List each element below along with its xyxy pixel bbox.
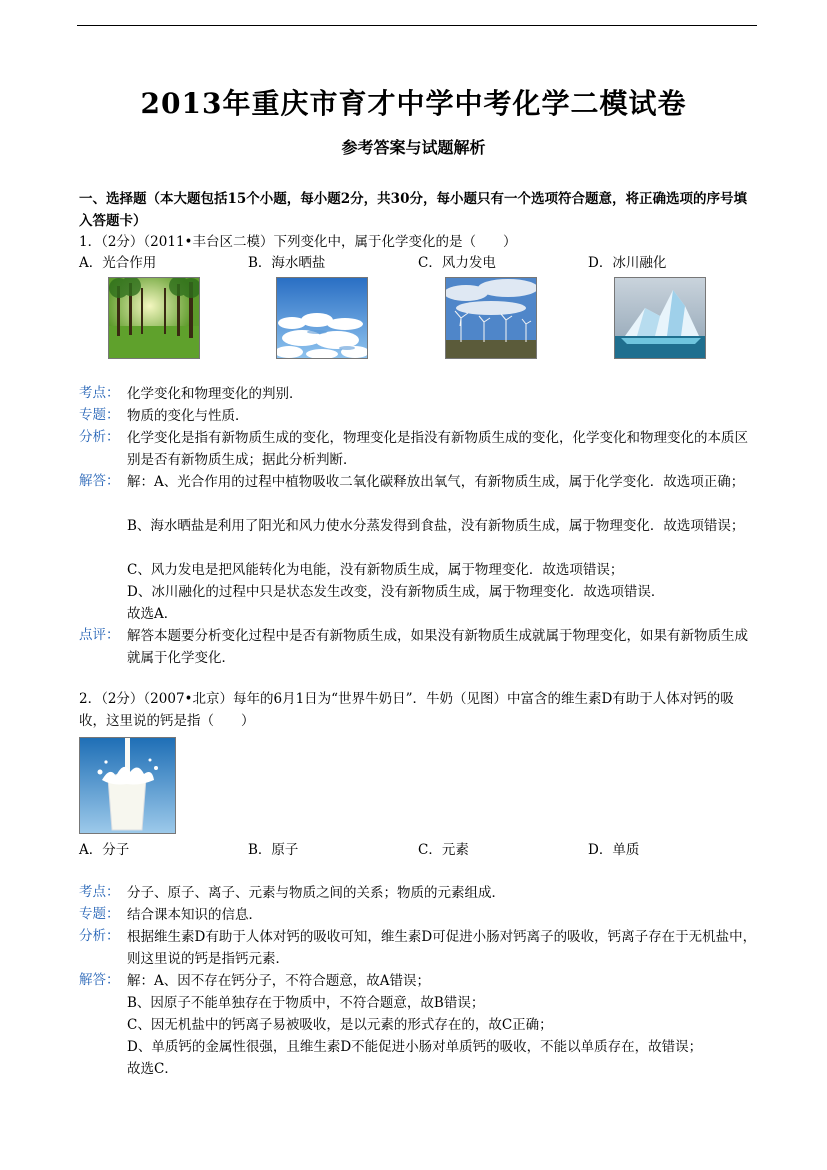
q1-dianping-label: 点评： [79, 627, 120, 643]
q2-option-a: A．分子 [79, 842, 130, 858]
q1-kaodian: 化学变化和物理变化的判别． [127, 386, 303, 402]
q2-kaodian-label: 考点： [79, 884, 120, 900]
q1-jieda-line: D、冰川融化的过程中只是状态发生改变，没有新物质生成，属于物理变化．故选项错误． [127, 584, 665, 600]
q1-option-a: A．光合作用 [79, 255, 157, 271]
q1-kaodian-label: 考点： [79, 385, 120, 401]
header-rule [77, 25, 757, 26]
wind-turbine-photo [445, 277, 537, 359]
q2-zhuanti-label: 专题： [79, 906, 120, 922]
forest-photo [108, 277, 200, 359]
q1-jieda-line: 故选A． [127, 606, 178, 622]
q1-jieda-label: 解答： [79, 473, 120, 489]
q2-fenxi: 根据维生素D有助于人体对钙的吸收可知，维生素D可促进小肠对钙离子的吸收，钙离子存在于无机盐中，则这里说的钙是指钙元素． [127, 929, 757, 967]
q2-jieda-label: 解答： [79, 972, 120, 988]
q1-option-b: B．海水晒盐 [248, 255, 326, 271]
q1-dianping: 解答本题要分析变化过程中是否有新物质生成，如果没有新物质生成就属于物理变化，如果有新物质生成就属于化学变化． [127, 628, 748, 666]
q2-kaodian: 分子、原子、离子、元素与物质之间的关系；物质的元素组成． [127, 885, 505, 901]
q2-stem: 2．（2分）（2007•北京）每年的6月1日为“世界牛奶日”．牛奶（见图）中富含的维生素D有助于人体对钙的吸收，这里说的钙是指（ ） [79, 691, 734, 729]
q1-option-d: D．冰川融化 [588, 255, 667, 271]
q1-zhuanti-label: 专题： [79, 407, 120, 423]
milk-photo [79, 737, 176, 834]
q1-fenxi: 化学变化是指有新物质生成的变化，物理变化是指没有新物质生成的变化，化学变化和物理变化的本质区别是否有新物质生成；据此分析判断． [127, 430, 748, 468]
q1-zhuanti: 物质的变化与性质． [127, 408, 249, 424]
section-heading: 一、选择题（本大题包括15个小题，每小题2分，共30分，每小题只有一个选项符合题意，将正确选项的序号填入答题卡） [79, 191, 747, 229]
q2-jieda-line: C、因无机盐中的钙离子易被吸收，是以元素的形式存在的，故C正确； [127, 1017, 553, 1033]
glacier-photo [614, 277, 706, 359]
q2-zhuanti: 结合课本知识的信息． [127, 907, 262, 923]
q1-jieda-line: C、风力发电是把风能转化为电能，没有新物质生成，属于物理变化．故选项错误； [127, 562, 624, 578]
q1-option-c: C．风力发电 [418, 255, 496, 271]
q2-jieda-line: D、单质钙的金属性很强，且维生素D不能促进小肠对单质钙的吸收，不能以单质存在，故错误； [127, 1039, 703, 1055]
page-subtitle: 参考答案与试题解析 [341, 138, 486, 157]
q2-jieda-line: 故选C． [127, 1061, 178, 1077]
q2-option-d: D．单质 [588, 842, 640, 858]
q1-jieda-line: B、海水晒盐是利用了阳光和风力使水分蒸发得到食盐，没有新物质生成，属于物理变化．故选项错误； [127, 518, 745, 534]
page-title: 2013年重庆市育才中学中考化学二模试卷 [140, 87, 687, 120]
q1-jieda-line: 解：A、光合作用的过程中植物吸收二氧化碳释放出氧气，有新物质生成，属于化学变化．故选项正确； [127, 474, 745, 490]
q2-jieda-line: 解：A、因不存在钙分子，不符合题意，故A错误； [127, 973, 430, 989]
q2-option-c: C．元素 [418, 842, 469, 858]
q2-fenxi-label: 分析： [79, 928, 120, 944]
q1-fenxi-label: 分析： [79, 429, 120, 445]
q1-stem: 1．（2分）（2011•丰台区二模）下列变化中，属于化学变化的是（ ） [79, 234, 517, 250]
q2-option-b: B．原子 [248, 842, 299, 858]
q2-jieda-line: B、因原子不能单独存在于物质中，不符合题意，故B错误； [127, 995, 485, 1011]
salt-photo [276, 277, 368, 359]
